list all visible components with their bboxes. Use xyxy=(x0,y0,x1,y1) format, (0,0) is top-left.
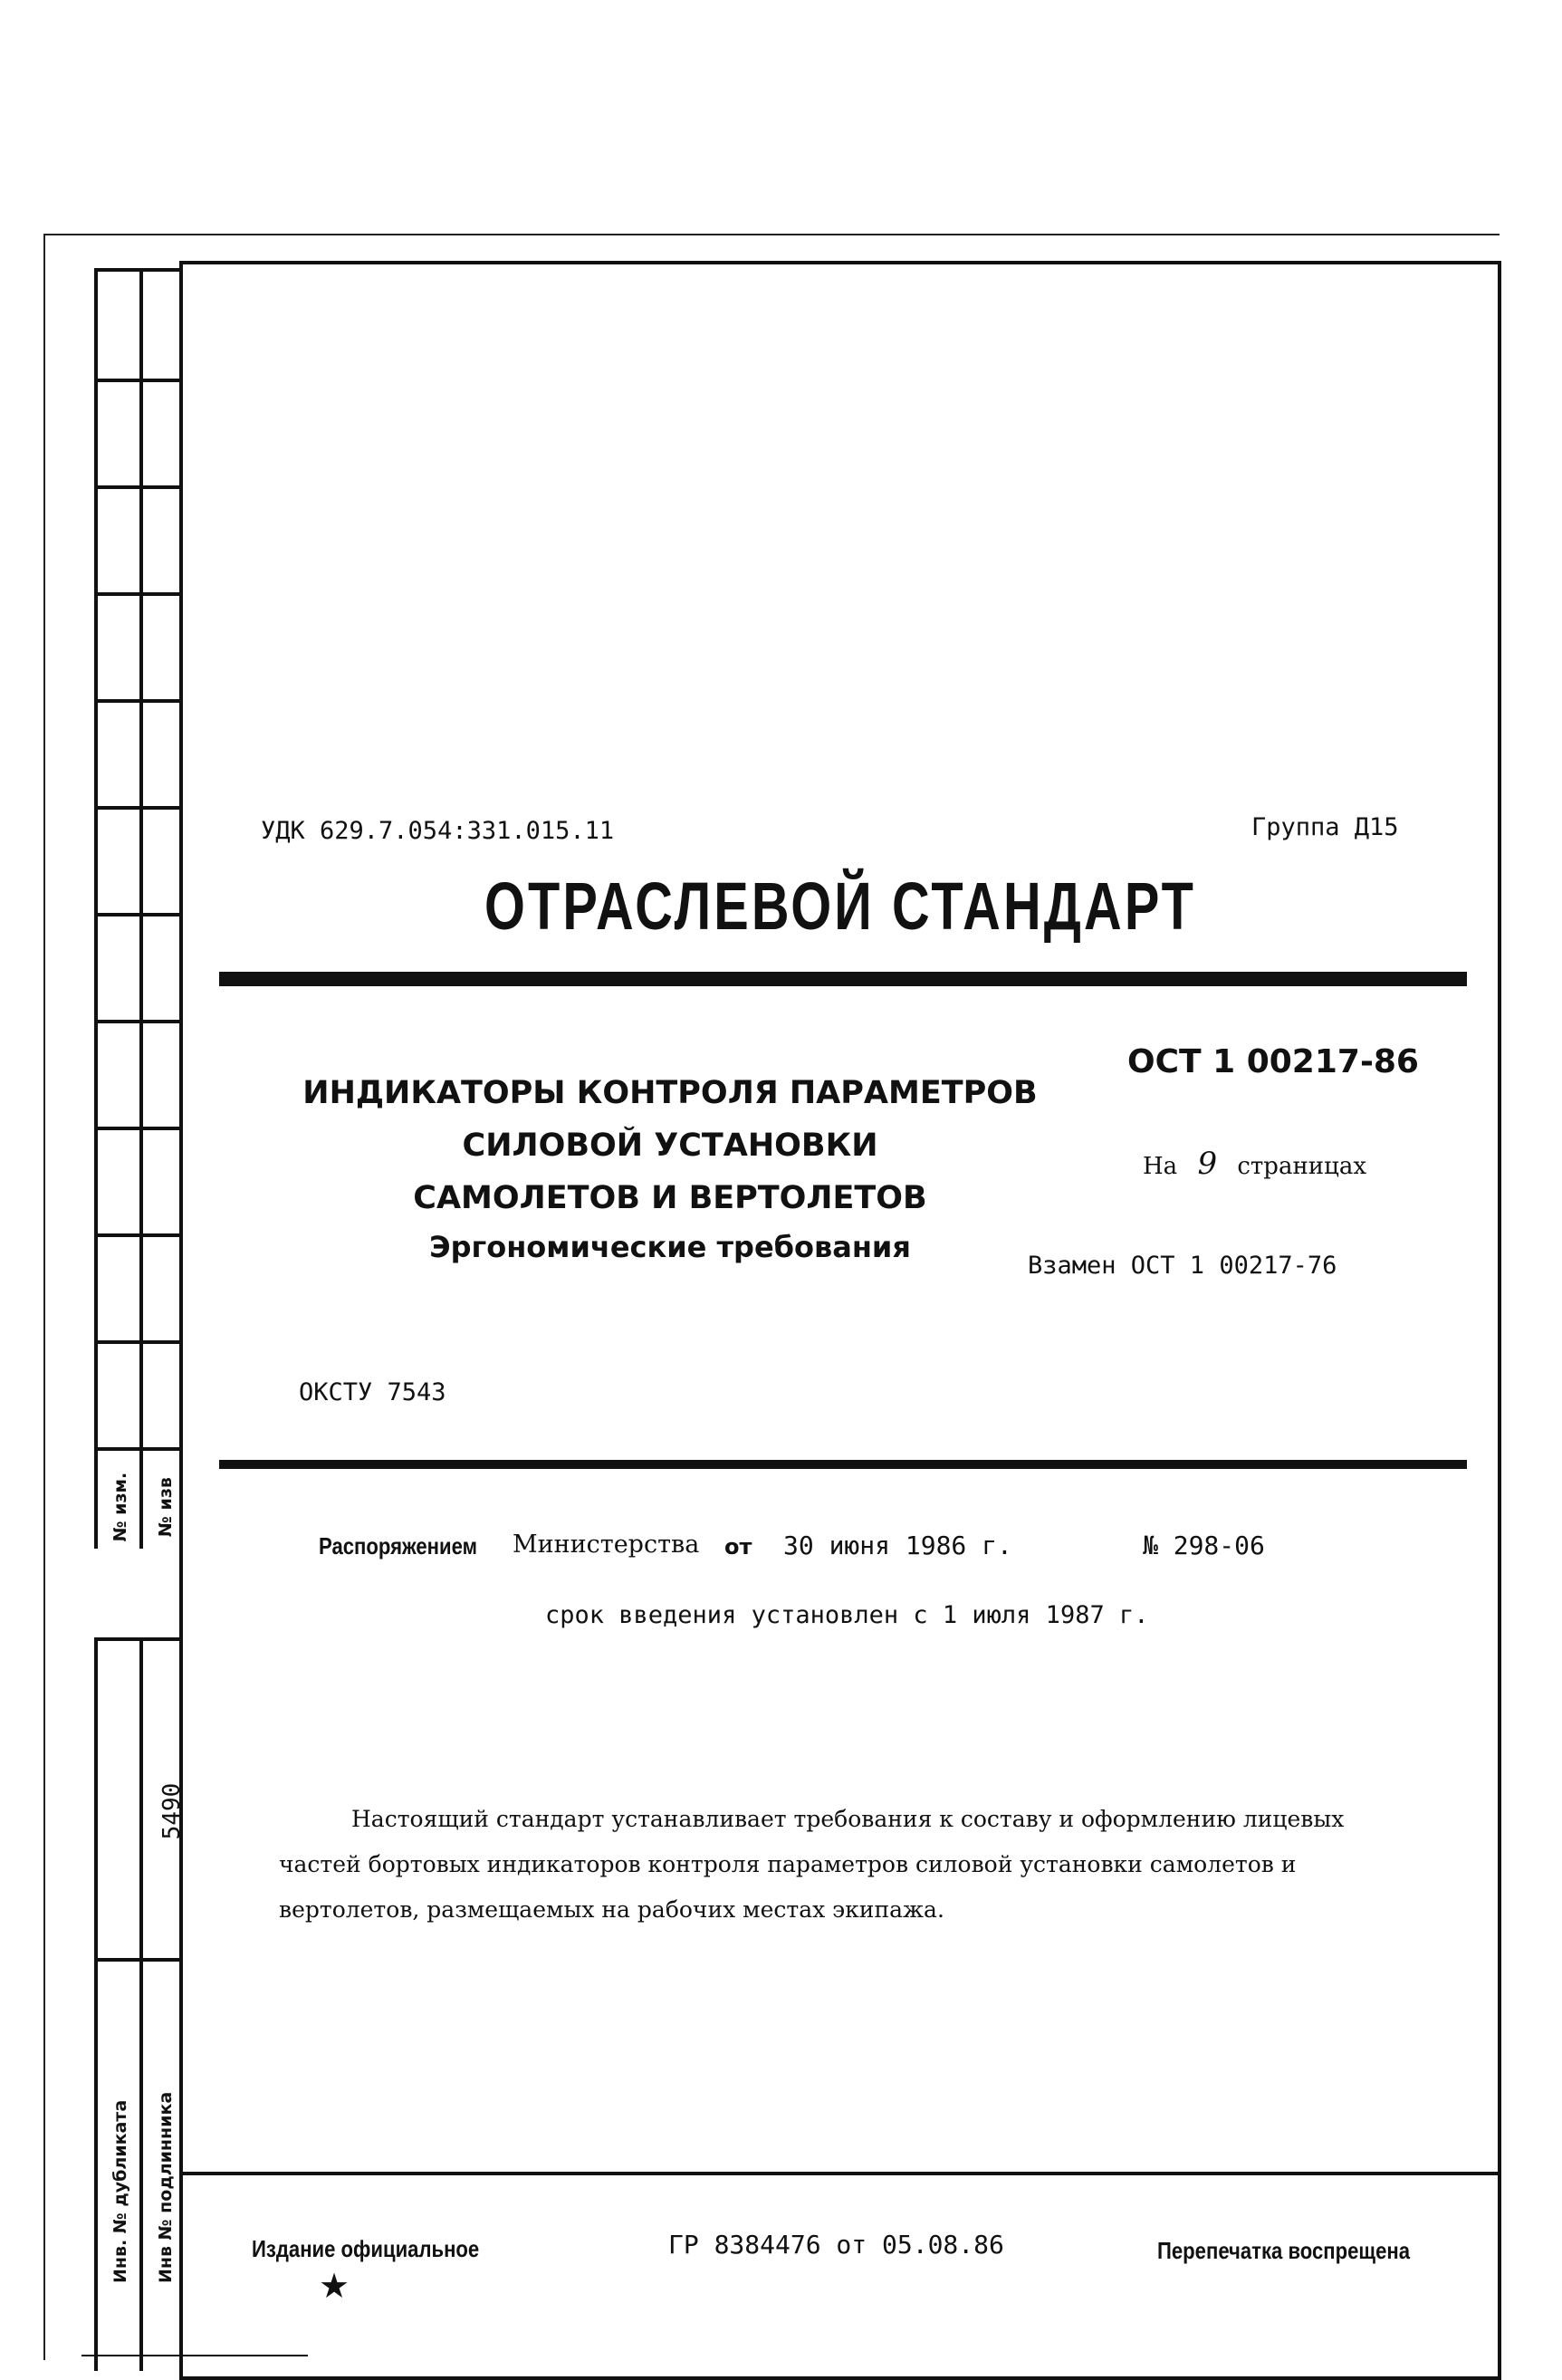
footer-rule xyxy=(179,2172,1501,2175)
group-code: Группа Д15 xyxy=(1251,813,1399,841)
standard-code: ОСТ 1 00217-86 xyxy=(1127,1043,1419,1080)
standard-name-line-3: САМОЛЕТОВ И ВЕРТОЛЕТОВ xyxy=(413,1180,927,1216)
reprint-notice: Перепечатка воспрещена xyxy=(1157,2237,1411,2264)
order-label: Распоряжением xyxy=(319,1532,477,1559)
order-from: от xyxy=(724,1534,752,1559)
paragraph-line-3: вертолетов, размещаемых на рабочих местах экипажа. xyxy=(279,1896,944,1923)
registration-number: ГР 8384476 от 05.08.86 xyxy=(668,2230,1004,2260)
pages-suffix: страницах xyxy=(1237,1153,1366,1180)
title-rule xyxy=(219,972,1467,986)
standard-subtitle: Эргономические требования xyxy=(429,1230,911,1264)
document-title: ОТРАСЛЕВОЙ СТАНДАРТ xyxy=(484,869,1197,944)
body-paragraph xyxy=(279,1797,1456,1933)
paragraph-line-2: частей бортовых индикаторов контроля параметров силовой установки самолетов и xyxy=(279,1851,1297,1877)
effective-date: срок введения установлен с 1 июля 1987 г. xyxy=(545,1601,1149,1629)
oksty-code: ОКСТУ 7543 xyxy=(299,1378,446,1406)
pages-count: 9 xyxy=(1197,1146,1218,1182)
bottom-scan-line xyxy=(81,2355,308,2356)
section-rule xyxy=(219,1460,1467,1469)
star-icon: ★ xyxy=(319,2266,350,2306)
notice-number-label: № изв xyxy=(156,1477,176,1537)
change-number-label: № изм. xyxy=(110,1472,130,1542)
replaces-standard: Взамен ОСТ 1 00217-76 xyxy=(1028,1252,1337,1280)
inventory-duplicate-label: Инв. № дубликата xyxy=(110,2099,130,2283)
edition-label: Издание официальное xyxy=(252,2235,480,2262)
standard-name-line-1: ИНДИКАТОРЫ КОНТРОЛЯ ПАРАМЕТРОВ xyxy=(302,1075,1038,1111)
paragraph-line-1: Настоящий стандарт устанавливает требования к составу и оформлению лицевых xyxy=(351,1806,1345,1832)
order-ministry: Министерства xyxy=(513,1531,700,1559)
order-number: № 298-06 xyxy=(1143,1531,1265,1560)
pages-info xyxy=(1143,1146,1366,1182)
inventory-number: 5490 xyxy=(158,1782,186,1840)
change-stamp-block xyxy=(94,268,181,1549)
standard-name xyxy=(290,1067,1050,1224)
pages-prefix: На xyxy=(1143,1153,1178,1180)
standard-name-line-2: СИЛОВОЙ УСТАНОВКИ xyxy=(462,1128,878,1164)
main-frame xyxy=(179,261,1501,2380)
udk-code: УДК 629.7.054:331.015.11 xyxy=(261,817,615,845)
order-date: 30 июня 1986 г. xyxy=(783,1531,1012,1560)
inventory-original-label: Инв № подлинника xyxy=(156,2091,176,2283)
